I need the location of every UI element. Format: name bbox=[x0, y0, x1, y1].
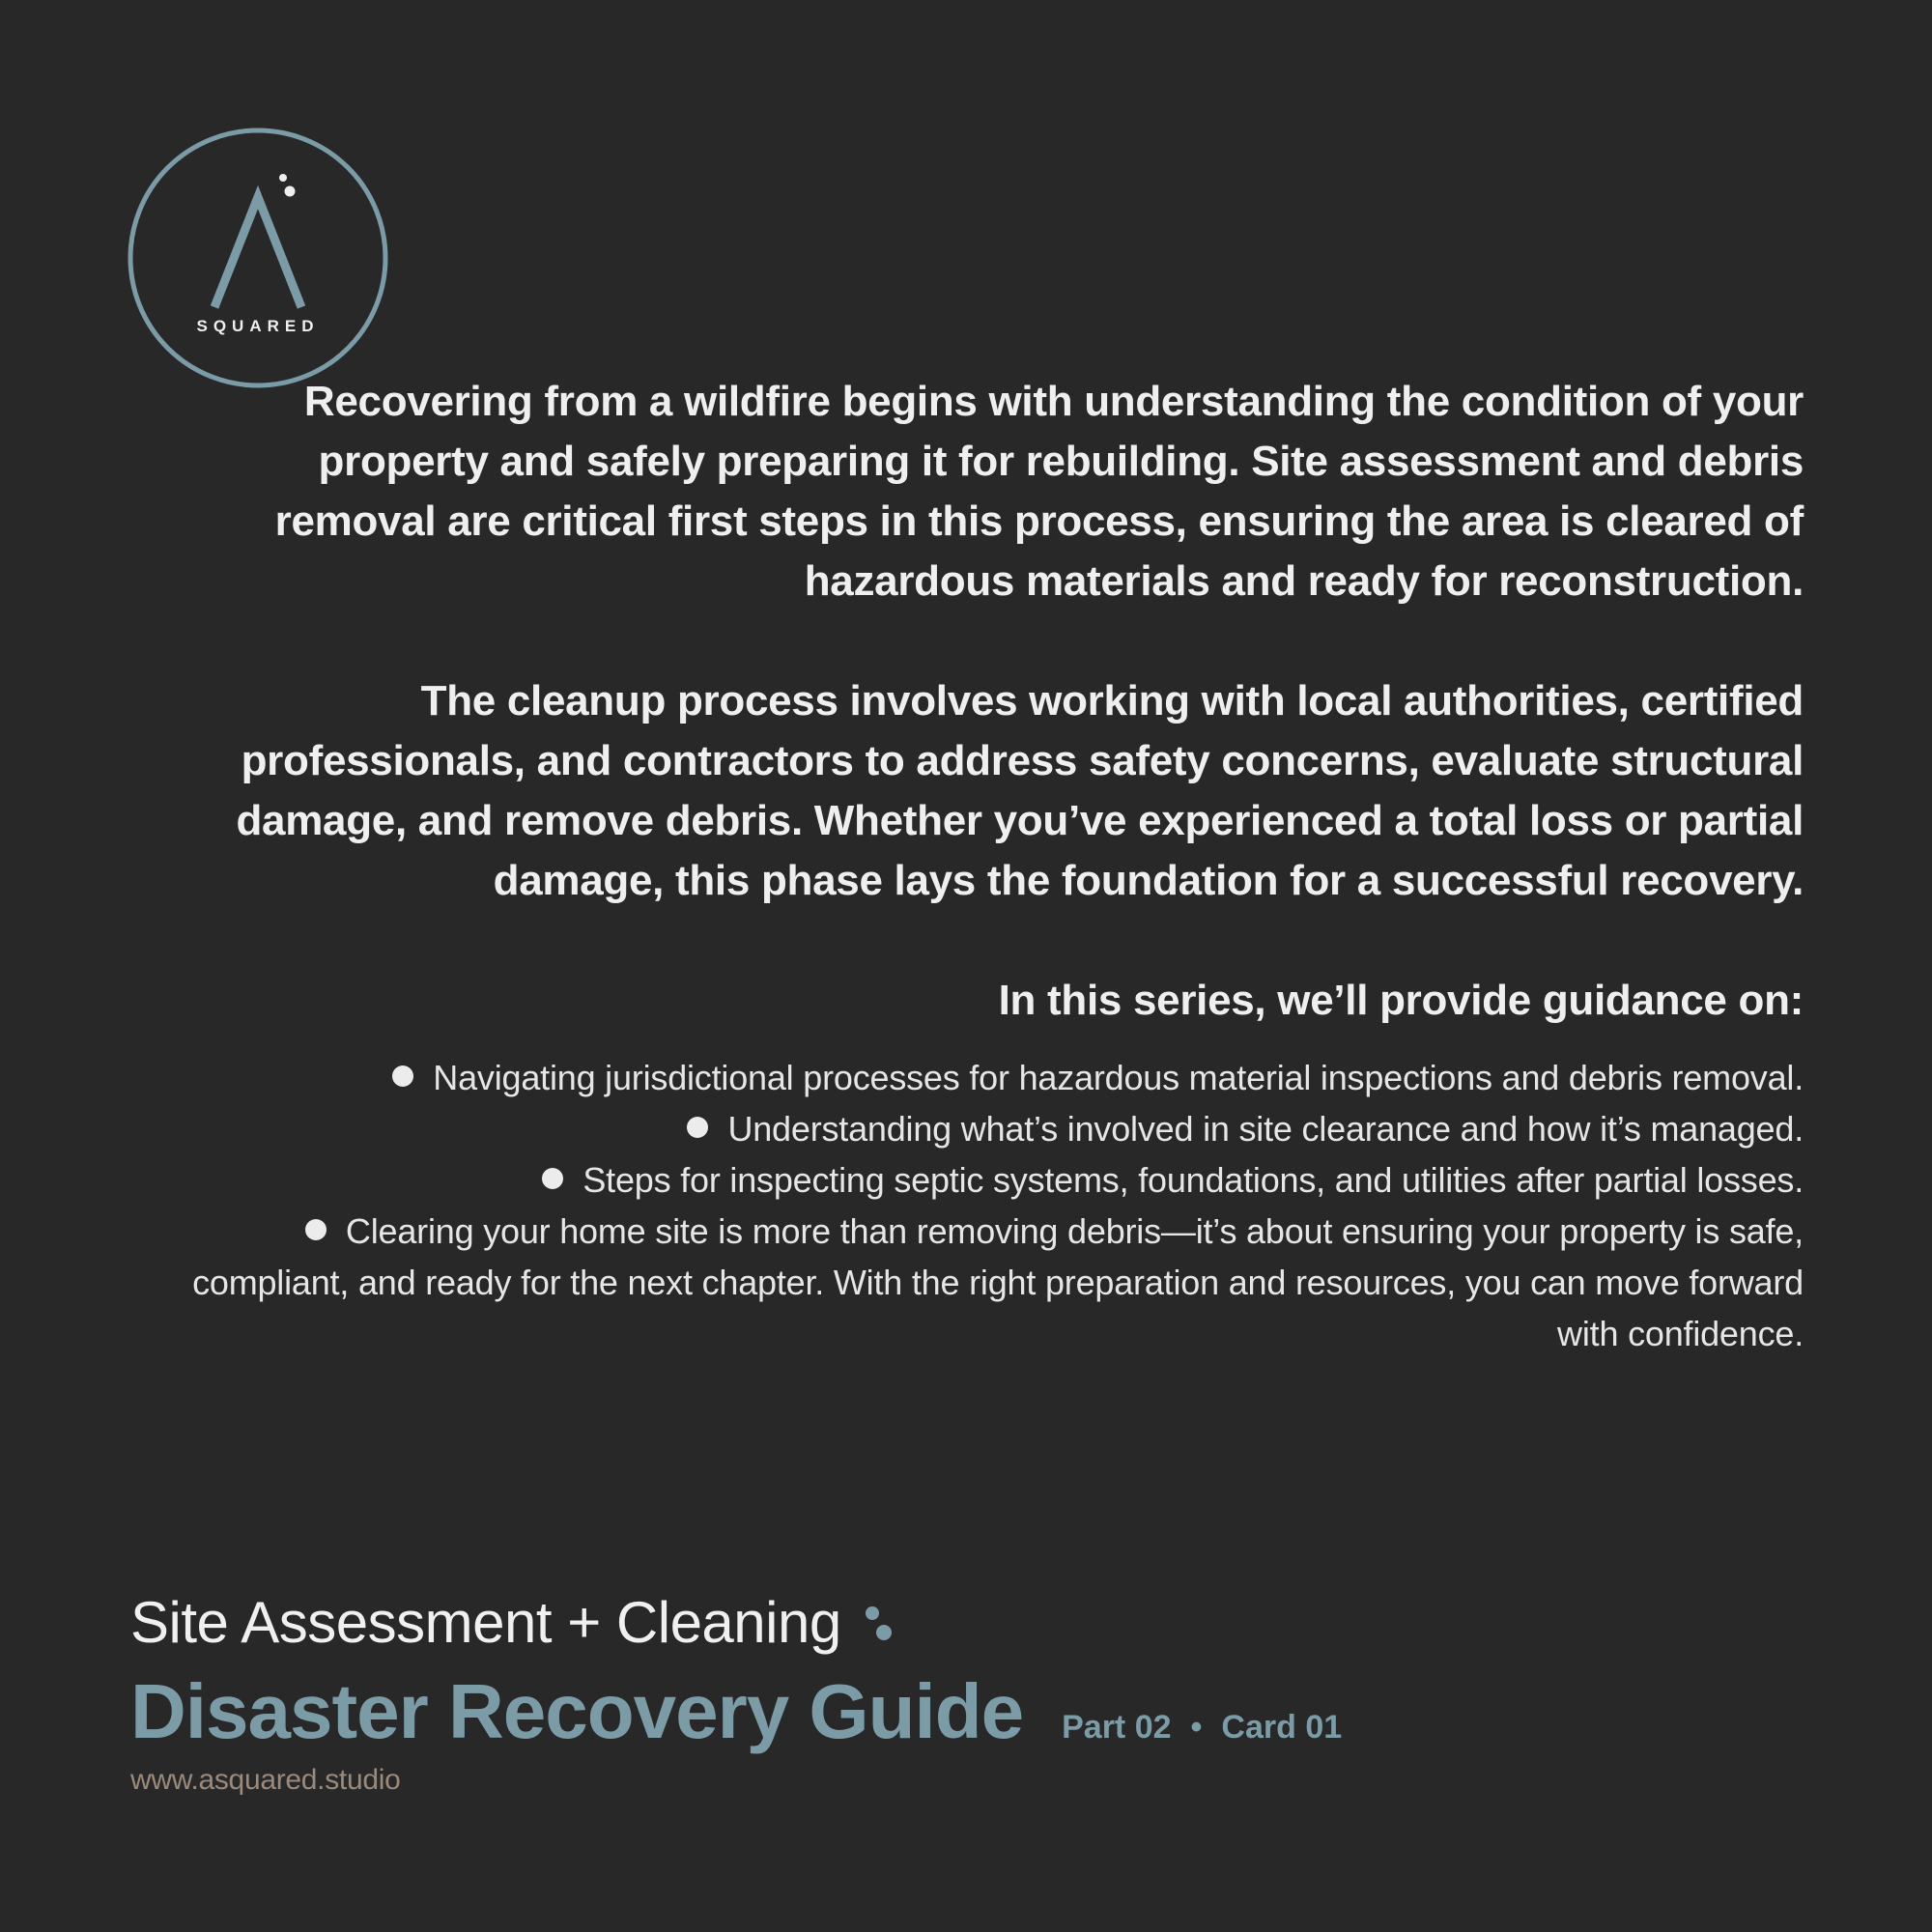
accent-dots-icon bbox=[863, 1594, 897, 1652]
brand-logo bbox=[128, 128, 388, 388]
part-card-label bbox=[1062, 1709, 1342, 1747]
list-item-text: Clearing your home site is more than removing debris—it’s about ensuring your property is safe, compliant, and ready for the next chapter. With the right preparation and resources, you can move forward with confidence. bbox=[192, 1211, 1804, 1353]
series-heading: In this series, we’ll provide guidance on: bbox=[998, 977, 1804, 1024]
list-item-text: Navigating jurisdictional processes for hazardous material inspections and debris removal. bbox=[433, 1058, 1804, 1097]
guidance-list bbox=[174, 1052, 1804, 1359]
intro-paragraph-1: Recovering from a wildfire begins with understanding the condition of your property and safely preparing it for rebuilding. Site assessment and debris removal are critical first steps in this process, ensuring the area is cleared of hazardous materials and ready for reconstruction. bbox=[274, 378, 1804, 605]
title-row bbox=[130, 1665, 1342, 1758]
list-item-text: Steps for inspecting septic systems, foundations, and utilities after partial losses. bbox=[582, 1160, 1804, 1200]
footer bbox=[130, 1584, 1342, 1797]
separator-dot: • bbox=[1190, 1709, 1203, 1746]
bullet-icon bbox=[542, 1168, 563, 1189]
logo-wordmark: SQUARED bbox=[196, 317, 320, 335]
logo-mark bbox=[128, 128, 388, 388]
list-item-text: Understanding what’s involved in site clearance and how it’s managed. bbox=[727, 1109, 1804, 1149]
main-content bbox=[174, 372, 1804, 1359]
website-url: www.asquared.studio bbox=[130, 1764, 401, 1796]
part-label: Part 02 bbox=[1062, 1709, 1172, 1746]
bullet-icon bbox=[392, 1065, 413, 1087]
bullet-icon bbox=[305, 1219, 327, 1240]
list-item bbox=[174, 1206, 1804, 1359]
bullet-icon bbox=[687, 1117, 708, 1138]
subtitle-row bbox=[130, 1584, 1342, 1662]
card-label: Card 01 bbox=[1221, 1709, 1343, 1746]
list-item bbox=[174, 1103, 1804, 1154]
list-item bbox=[174, 1052, 1804, 1103]
guide-title: Disaster Recovery Guide bbox=[130, 1668, 1024, 1754]
intro-paragraph-2: The cleanup process involves working with local authorities, certified professionals, and contractors to address safety concerns, evaluate structural damage, and remove debris. Whether you’ve experienced a total loss or partial damage, this phase lays the foundation for a successful recovery. bbox=[236, 677, 1804, 904]
list-item bbox=[174, 1154, 1804, 1206]
section-subtitle: Site Assessment + Cleaning bbox=[130, 1590, 841, 1655]
